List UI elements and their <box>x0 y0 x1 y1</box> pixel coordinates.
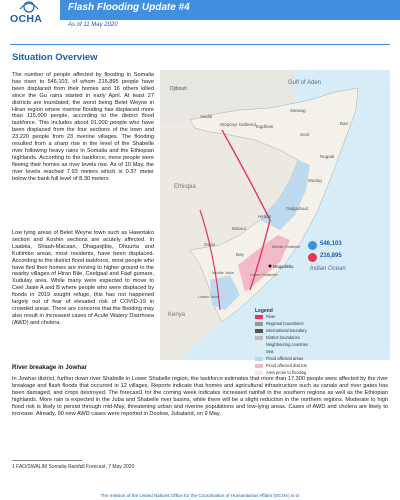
footnote: 1 FAO/SWALIM Somalia Rainfall Forecast, 7 May 2020 <box>12 464 135 470</box>
ocha-logo-text: OCHA <box>10 13 43 25</box>
jowhar-heading: River breakage in Jowhar <box>12 364 87 371</box>
legend-swatch <box>255 357 263 361</box>
legend-label: Sea <box>266 349 274 354</box>
overview-paragraph-1: The number of people affected by flooding in Somalia has risen to 546,103, of whom 216,895 people have been displaced from their homes and 16 others killed since the Gu rains started in early April. At least 27 districts are inundated; the worst being Belet Weyne in Hiran region where riverine flooding has displaced more than 115,000 people, according to the district flood taskforce. This includes about 91,000 people who have been displaced from the four sections of the town and 23,220 people from 23 riverine villages. The flooding resulted from a sharp rise in the level of the Shabelle river following heavy rains in Somalia and the Ethiopian highlands. According to the taskforce, more people were fleeing their homes as river levels rise. As of 10 May, the river levels reached 7.93 meters which is 0.37 meter below the bank full level of 8.30 meters <box>12 72 154 182</box>
label-galgaduud: Galgaduud <box>286 206 309 211</box>
label-djibouti: Djibouti <box>170 86 187 92</box>
legend-row <box>255 356 387 363</box>
map-legend <box>255 308 387 377</box>
label-awdal: Awdal <box>200 114 213 119</box>
label-gedo: Gedo <box>204 242 216 247</box>
legend-label: International boundary <box>266 328 307 333</box>
stat-displaced <box>308 252 388 264</box>
jowhar-paragraph: In Jowhar district, further down river Shabelle in Lower Shabelle region, the taskforce estimates that more than 17,300 people were affected by the river breakage and flash floods that occurred in 12 villages. Reports indicate that homes and agricultural infrastructure such as canals and river gates has been damaged, and crops destroyed. The forecast1 for the coming week indicates increased rainfall in the southern regions as well as the Ethiopian highlands. More rain is expected in the Juba and Shabelle river basins, while there will be a slight reduction in the northern regions. Moderate to high flood risk is likely to persist through mid-May, threatening urban and riverine populations and low-lying areas. Cases of AWD and cholera are likely to increase. Already, 90 new AWD cases were reported in Doolow, Jubaland, on 9 May. <box>12 376 388 417</box>
legend-row <box>255 342 387 349</box>
legend-swatch <box>255 315 263 319</box>
label-bay: Bay <box>236 252 244 257</box>
label-woqooyi: Woqooyi Galbeed <box>220 122 256 127</box>
stat-affected-value: 546,103 <box>320 241 342 247</box>
footnote-rule <box>12 460 82 461</box>
legend-swatch <box>255 322 263 326</box>
label-lower-juba: Lower Juba <box>198 294 219 299</box>
legend-swatch <box>255 364 263 368</box>
label-sool: Sool <box>300 132 310 137</box>
legend-label: Area prone to flooding <box>266 370 307 375</box>
stat-affected <box>308 240 388 252</box>
label-middle-juba: Middle Juba <box>212 270 234 275</box>
section-divider <box>10 44 390 45</box>
legend-label: Regional boundaries <box>266 321 304 326</box>
legend-title: Legend <box>255 308 273 314</box>
legend-label: Flood affected districts <box>266 363 307 368</box>
label-kenya: Kenya <box>168 312 186 318</box>
report-title: Flash Flooding Update #4 <box>68 2 190 13</box>
legend-swatch <box>255 336 263 340</box>
map-stats <box>308 240 388 264</box>
label-ethiopia: Ethiopia <box>174 184 196 190</box>
legend-label: Neighbouring countries <box>266 342 309 347</box>
legend-swatch <box>255 371 263 375</box>
legend-row <box>255 335 387 342</box>
label-middle-shabelle: Middle Shabelle <box>272 244 301 249</box>
label-mudug: Mudug <box>308 178 322 183</box>
label-bakool: Bakool <box>232 226 246 231</box>
label-lower-shabelle: Lower Shabelle <box>250 272 278 277</box>
legend-swatch <box>255 350 263 354</box>
legend-rows <box>255 314 387 377</box>
people-affected-icon <box>308 241 317 250</box>
label-bari: Bari <box>340 121 349 126</box>
legend-label: River <box>266 314 276 319</box>
label-hiraan: Hiraan <box>258 214 272 219</box>
legend-row <box>255 363 387 370</box>
legend-row <box>255 349 387 356</box>
header <box>0 0 400 38</box>
stat-displaced-value: 216,895 <box>320 253 342 259</box>
label-nugaal: Nugaal <box>320 154 335 159</box>
label-sanaag: Sanaag <box>290 108 306 113</box>
section-title: Situation Overview <box>12 52 98 63</box>
label-gulf: Gulf of Aden <box>288 80 322 86</box>
legend-label: Flood affected areas <box>266 356 304 361</box>
label-indian-ocean: Indian Ocean <box>310 266 346 272</box>
mogadishu-marker <box>269 265 272 268</box>
legend-row <box>255 314 387 321</box>
legend-swatch <box>255 329 263 333</box>
mission-statement: The mission of the United Nations Office for the Coordination of Humanitarian Affairs (OCHA) is to <box>100 493 300 498</box>
legend-swatch <box>255 343 263 347</box>
legend-row <box>255 328 387 335</box>
label-mogadishu: Mogadishu <box>273 264 294 269</box>
legend-label: District boundaries <box>266 335 300 340</box>
legend-row <box>255 321 387 328</box>
overview-paragraph-2: Low lying areas of Belet Weyne town such as Hawotako section and Koshin sections are acutely affected. In Laabka, Shaah-Macaan, Dhagaxjibis, Dhuurta and Kutiimbo areas, most residents, have been displaced. According to the district flood taskforce, most people who have fled their homes are moving to higher ground in the nearby villages of Hiran Bile, Ceelgaal and Faaf gumare, Xudulay area. While many were expected to move to Ceel Jaale A and B where people who were displaced by floods in 2019 sought refuge, this has not happened largely out of fear of elevated risk of COVID-19 in crowded areas. There are concerns that the flooding may also result in increased cases of Acute Watery Diarrhoea (AWD) and cholera. <box>12 230 154 326</box>
ocha-logo <box>4 0 60 30</box>
label-togdheer: Togdheer <box>255 124 274 129</box>
ocha-emblem-icon <box>16 0 42 13</box>
people-displaced-icon <box>308 253 317 262</box>
report-date: As of 11 May 2020 <box>68 22 118 28</box>
